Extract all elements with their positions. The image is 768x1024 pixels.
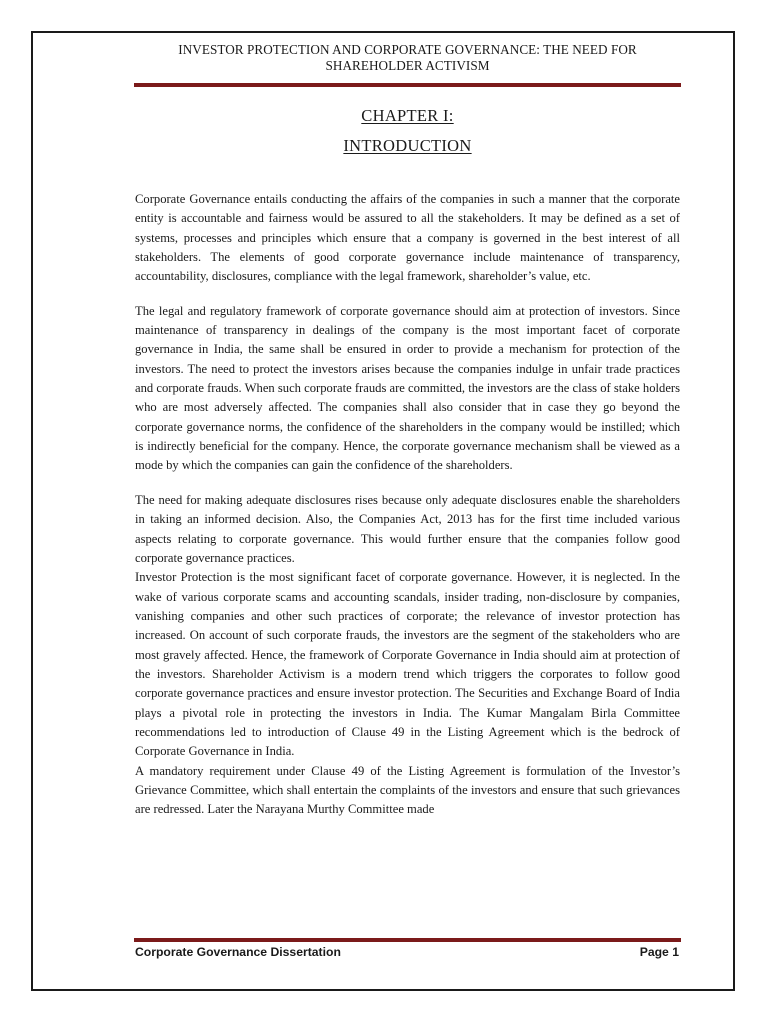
paragraph: The need for making adequate disclosures rises because only adequate disclosures enable the shareholders in taking an informed decision. Also, the Companies Act, 2013 has for the first time included various aspects relating to corporate governance. This would further ensure that the companies follow good corporate governance practices. <box>135 492 680 565</box>
chapter-title: INTRODUCTION <box>343 136 472 155</box>
body-text <box>135 190 680 820</box>
paragraph: The legal and regulatory framework of corporate governance should aim at protection of investors. Since maintenance of transparency in dealings of the company is the most important facet of corporate governance in India, the same shall be ensured in order to provide a mechanism for protection of the investors. The need to protect the investors arises because the companies indulge in unfair trade practices and corporate frauds. When such corporate frauds are committed, the investors are the class of stake holders who are most adversely affected. The companies shall also consider that in case they go beyond the corporate governance norms, the confidence of the shareholders in the company would be instilled; which is indirectly beneficial for the company. Hence, the corporate governance mechanism shall be viewed as a mode by which the companies can gain the confidence of the shareholders. <box>135 303 680 473</box>
footer-page-number: Page 1 <box>639 945 679 959</box>
running-header: INVESTOR PROTECTION AND CORPORATE GOVERNANCE: THE NEED FOR SHAREHOLDER ACTIVISM <box>178 42 637 73</box>
paragraph: Investor Protection is the most significant facet of corporate governance. However, it is neglected. In the wake of various corporate scams and accounting scandals, insider trading, non-disclosure by companies, vanishing companies and other such practices of corporate; the relevance of investor protection has increased. On account of such corporate frauds, the investors are the segment of the stakeholders who are most gravely affected. Hence, the framework of Corporate Governance in India should aim at protection of the investors. Shareholder Activism is a modern trend which triggers the corporates to follow good corporate governance practices and ensure investor protection. The Securities and Exchange Board of India plays a pivotal role in protecting the investors in India. The Kumar Mangalam Birla Committee recommendations led to introduction of Clause 49 in the Listing Agreement which is the bedrock of Corporate Governance in India. <box>135 570 680 759</box>
chapter-number: CHAPTER I: <box>361 106 454 125</box>
paragraph: Corporate Governance entails conducting the affairs of the companies in such a manner that the corporate entity is accountable and fairness would be assured to all the stakeholders. It may be defined as a set of systems, processes and principles which ensure that a company is governed in the best interest of all stakeholders. The elements of good corporate governance include maintenance of transparency, accountability, disclosures, compliance with the legal framework, shareholder’s value, etc. <box>135 192 680 284</box>
paragraph: A mandatory requirement under Clause 49 of the Listing Agreement is formulation of the Investor’s Grievance Committee, which shall entertain the complaints of the investors and ensure that such grievances are redressed. Later the Narayana Murthy Committee made <box>135 763 680 817</box>
footer-document-title: Corporate Governance Dissertation <box>135 945 341 959</box>
footer-rule <box>134 938 681 942</box>
header-rule <box>134 83 681 87</box>
